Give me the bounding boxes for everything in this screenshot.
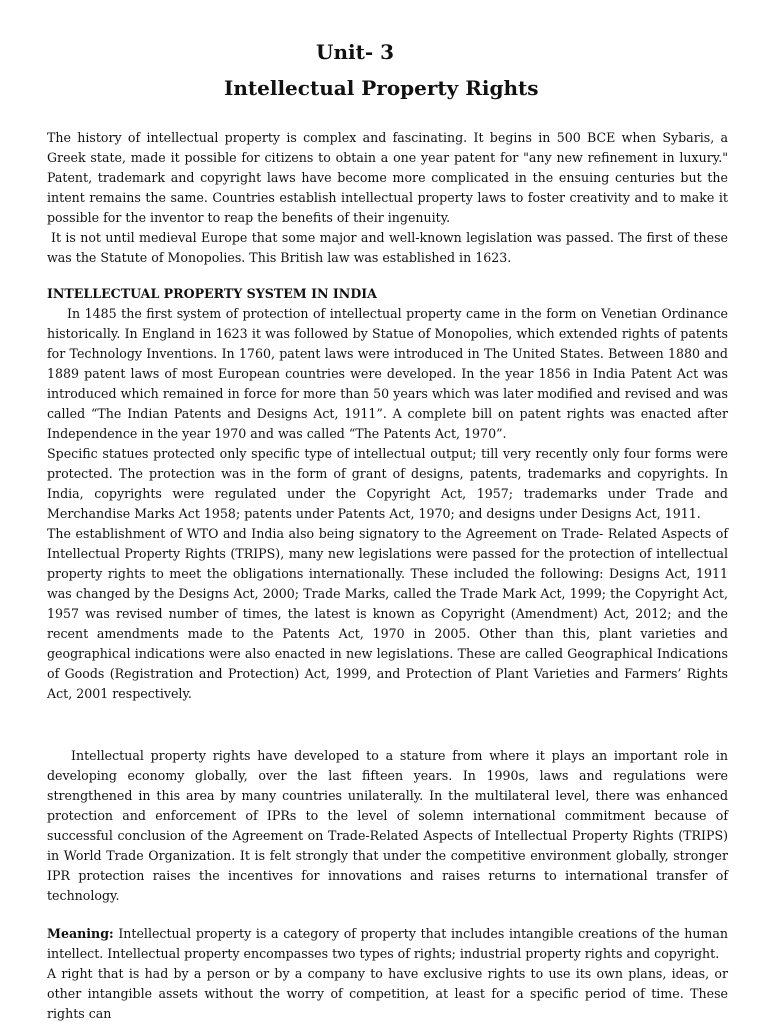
meaning-paragraph (47, 924, 728, 964)
spacer (47, 906, 728, 924)
meaning-label: Meaning: (47, 926, 114, 941)
section-paragraph: Intellectual property rights have developed to a stature from where it plays an important role in developing economy globally, over the last fifteen years. In 1990s, laws and regulations were strengthened in this area by many countries unilaterally. In the multilateral level, there was enhanced protection and enforcement of IPRs to the level of solemn international commitment because of successful conclusion of the Agreement on Trade-Related Aspects of Intellectual Property Rights (TRIPS) in World Trade Organization. It is felt strongly that under the competitive environment globally, stronger IPR protection raises the incentives for innovations and raises returns to international transfer of technology. (47, 748, 728, 903)
meaning-paragraph: A right that is had by a person or by a company to have exclusive rights to use its own plans, ideas, or other intangible assets without the worry of competition, at least for a specific period of time. These rights can (47, 966, 728, 1021)
meaning-text: Intellectual property is a category of property that includes intangible creations of the human intellect. Intellectual property encompasses two types of rights; industrial property rights and copyright. (47, 926, 728, 961)
section-paragraph: The establishment of WTO and India also being signatory to the Agreement on Trade- Related Aspects of Intellectual Property Rights (TRIPS), many new legislations were passed for the protection of intellectual property rights to meet the obligations internationally. These included the following: Designs Act, 1911 was changed by the Designs Act, 2000; Trade Marks, called the Trade Mark Act, 1999; the Copyright Act, 1957 was revised number of times, the latest is known as Copyright (Amendment) Act, 2012; and the recent amendments made to the Patents Act, 1970 in 2005. Other than this, plant varieties and geographical indications were also enacted in new legislations. These are called Geographical Indications of Goods (Registration and Protection) Act, 1999, and Protection of Plant Varieties and Farmers’ Rights Act, 2001 respectively. (47, 526, 728, 701)
unit-heading: Unit- 3 (316, 40, 394, 64)
page-title: Intellectual Property Rights (224, 76, 539, 100)
section-heading: INTELLECTUAL PROPERTY SYSTEM IN INDIA (47, 286, 377, 301)
intro-paragraph: The history of intellectual property is complex and fascinating. It begins in 500 BCE when Sybaris, a Greek state, made it possible for citizens to obtain a one year patent for "any new refinement in luxury." Patent, trademark and copyright laws have become more complicated in the ensuing centuries but the intent remains the same. Countries establish intellectual property laws to foster creativity and to make it possible for the inventor to reap the benefits of their ingenuity. (47, 130, 728, 225)
spacer (47, 704, 728, 746)
intro-paragraph: It is not until medieval Europe that some major and well-known legislation was passed. The first of these was the Statute of Monopolies. This British law was established in 1623. (47, 230, 728, 265)
spacer (47, 268, 728, 284)
document-body (47, 128, 728, 1024)
section-paragraph: In 1485 the first system of protection of intellectual property came in the form on Venetian Ordinance historically. In England in 1623 it was followed by Statue of Monopolies, which extended rights of patents for Technology Inventions. In 1760, patent laws were introduced in The United States. Between 1880 and 1889 patent laws of most European countries were developed. In the year 1856 in India Patent Act was introduced which remained in force for more than 50 years which was later modified and revised and was called “The Indian Patents and Designs Act, 1911”. A complete bill on patent rights was enacted after Independence in the year 1970 and was called “The Patents Act, 1970”. (47, 306, 728, 441)
section-paragraph: Specific statues protected only specific type of intellectual output; till very recently only four forms were protected. The protection was in the form of grant of designs, patents, trademarks and copyrights. In India, copyrights were regulated under the Copyright Act, 1957; trademarks under Trade and Merchandise Marks Act 1958; patents under Patents Act, 1970; and designs under Designs Act, 1911. (47, 446, 728, 521)
